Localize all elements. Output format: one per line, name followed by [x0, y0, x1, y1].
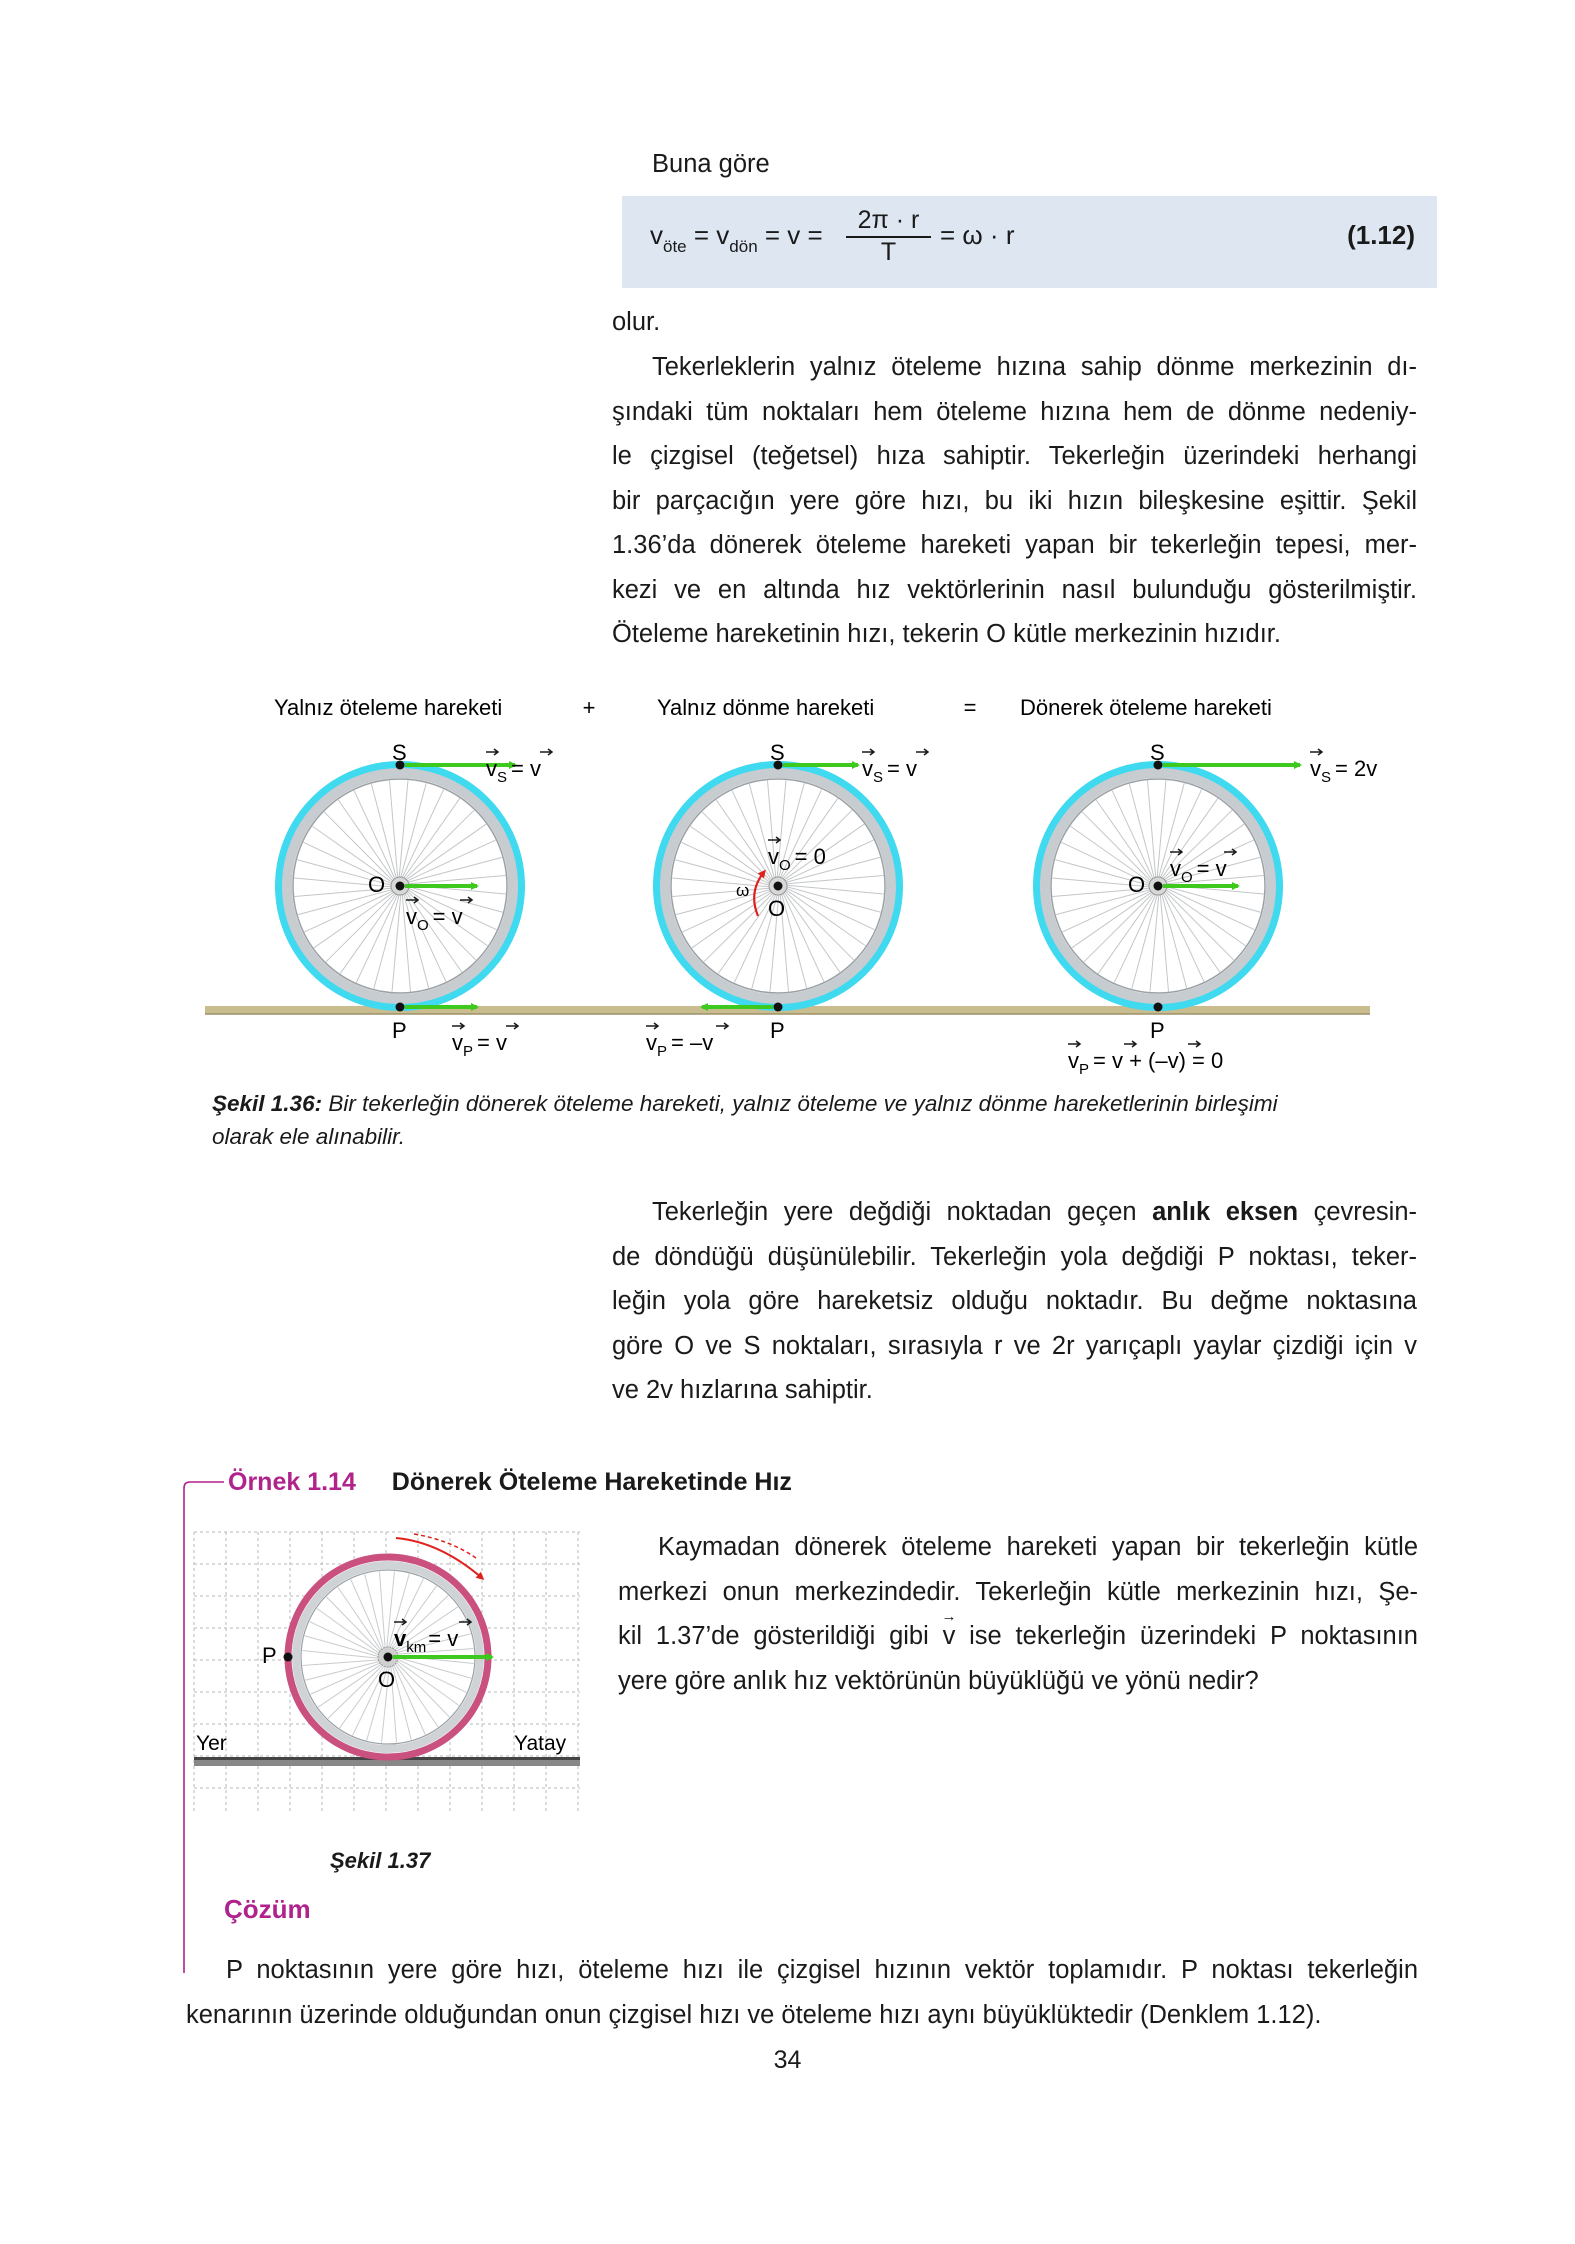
label-vP-1: $v_P = v$ [452, 1030, 507, 1060]
wheel-37 [284, 1534, 493, 1757]
figure-1-36 [0, 680, 1575, 1100]
title-translation: Yalnız öteleme hareketi [274, 695, 503, 720]
paragraph-1: Tekerleklerin yalnız öteleme hızına sahip dönme merkezinin dı- şındaki tüm noktaları hem öteleme hızına hem de dönme nedeniy- le çizgisel (teğetsel) hıza sahiptir. Tekerleğin üzerindeki herhangi bir parçacığın yere göre hızı, bu iki hızın bileşkesine eşittir. Şekil 1.36’da dönerek öteleme hareketi yapan bir tekerleğin tepesi, mer- kezi ve en altında hız vektörlerinin nasıl bulunduğu gösterilmiştir. Öteleme hareketinin hızı, tekerin O kütle merkezinin hızıdır. [612, 353, 1417, 648]
bottom-dot-1 [396, 1003, 405, 1012]
label-vO-2: $v_O = 0$ [768, 844, 826, 874]
example-text: Kaymadan dönerek öteleme hareketi yapan bir tekerleğin kütle merkezi onun merkezindedir. Tekerleğin kütle merkezinin hızı, Şe- kil 1.37’de gösterildiği gibi → v ise tekerleğin üzerindeki P noktasının yere göre anlık hız vektörünün büyüklüğü ve yönü nedir? [618, 1525, 1418, 1703]
solution-text: P noktasının yere göre hızı, öteleme hızı ile çizgisel hızının vektör toplamıdır. P noktası tekerleğin kenarının üzerinde olduğundan onun çizgisel hızı ve öteleme hızı aynı büyüklüktedir (Denklem 1.12). [186, 1956, 1418, 2029]
fig37-yer: Yer [196, 1732, 227, 1755]
label-vO-3: $v_O = v$ [1170, 856, 1227, 886]
example-label: Örnek 1.14 [228, 1468, 356, 1496]
bottom-dot-2 [774, 1003, 783, 1012]
page-number: 34 [773, 2046, 802, 2074]
olur-text: olur. [612, 308, 661, 336]
point-P [284, 1653, 293, 1662]
fig37-yatay: Yatay [514, 1732, 567, 1755]
label-O-2: O [768, 896, 786, 921]
label-vS-1: $v_S = v$ [486, 756, 541, 786]
solution-heading: Çözüm [224, 1894, 311, 1924]
equation-fraction [846, 206, 931, 267]
intro-text: Buna göre [652, 150, 770, 178]
label-S-3: S [1150, 740, 1165, 765]
label-O-3: O [1128, 872, 1146, 897]
center-dot-3 [1154, 882, 1163, 891]
label-S-1: S [392, 740, 407, 765]
label-vS-2: $v_S = v$ [862, 756, 917, 786]
example-title: Dönerek Öteleme Hareketinde Hız [391, 1468, 792, 1496]
equation-omega: = ω · r [940, 220, 1015, 250]
bold-term: anlık eksen [1152, 1198, 1299, 1226]
center-dot [384, 1653, 393, 1662]
vector-v: → v [943, 1614, 956, 1659]
title-rotation: Yalnız dönme hareketi [657, 695, 875, 720]
center-dot-2 [774, 882, 783, 891]
sub-ote: öte [663, 237, 687, 256]
fig37-P: P [262, 1643, 277, 1668]
sub-don: dön [729, 237, 758, 256]
plus-sign: + [582, 695, 596, 720]
label-vS-3: $v_S = 2v$ [1310, 756, 1378, 786]
figure-1-37 [182, 1520, 592, 1820]
label-P-3: P [1150, 1018, 1165, 1043]
paragraph-2: Tekerleğin yere değdiği noktadan geçen anlık eksen çevresin- de döndüğü düşünülebilir. Tekerleğin yola değdiği P noktası, teker- leğin yola göre hareketsiz olduğu noktadır. Bu değme noktasına göre O ve S noktaları, sırasıyla r ve 2r yarıçaplı yaylar çizdiği için v ve 2v hızlarına sahiptir. [612, 1198, 1418, 1404]
fraction-numerator: 2π · r [846, 206, 931, 238]
label-P-1: P [392, 1018, 407, 1043]
equation-number: (1.12) [1347, 220, 1415, 250]
example-header [228, 1468, 792, 1497]
wheels-group [279, 761, 1300, 1012]
equals-sign: = [963, 695, 977, 720]
bottom-dot-3 [1154, 1003, 1163, 1012]
label-S-2: S [770, 740, 785, 765]
label-vP-2: $v_P = -v$ [646, 1030, 714, 1060]
equation-lhs: $v_{öte} = v_{dön} = v$ = [650, 220, 823, 256]
title-rolling: Dönerek öteleme hareketi [1020, 695, 1272, 720]
label-vO-1: $v_O = v$ [406, 904, 463, 934]
label-P-2: P [770, 1018, 785, 1043]
equation-box [622, 196, 1437, 288]
label-omega: ω [736, 881, 750, 900]
fig37-vkm: $v_{km}= v$ [394, 1626, 459, 1656]
spin-arrow-dashed [414, 1534, 476, 1558]
center-dot-1 [396, 882, 405, 891]
figure-1-37-caption: Şekil 1.37 [330, 1848, 431, 1873]
label-vP-3: $v_P = v + (-v) = 0$ [1068, 1048, 1224, 1078]
fig37-O: O [378, 1667, 396, 1692]
figure-1-36-caption: Şekil 1.36: Bir tekerleğin dönerek öteleme hareketi, yalnız öteleme ve yalnız dönme hareketlerinin birleşimi olarak ele alınabilir. [212, 1091, 1278, 1149]
fraction-denominator: T [880, 238, 897, 266]
label-O-1: O [368, 872, 386, 897]
